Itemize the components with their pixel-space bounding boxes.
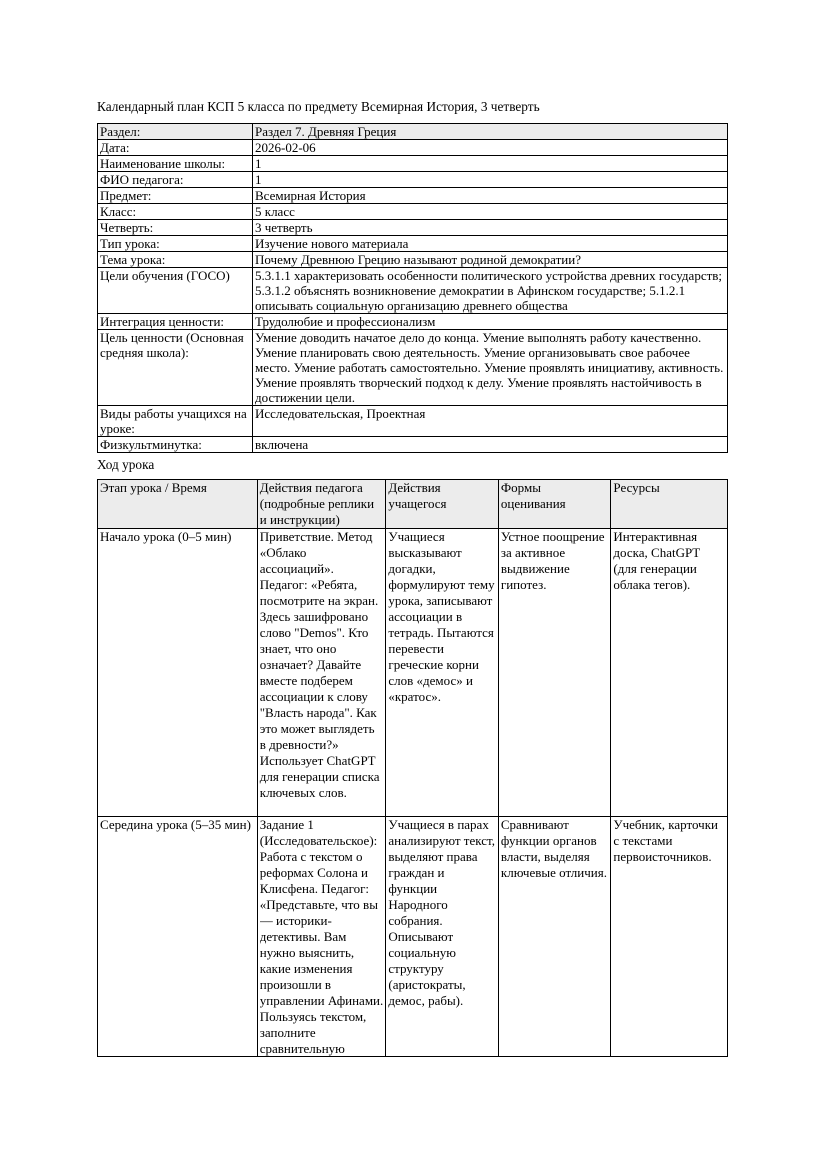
lesson-header-cell: Формы оценивания	[498, 480, 611, 529]
lesson-table-row	[98, 817, 728, 1057]
info-row-label: Тема урока:	[98, 252, 253, 268]
info-row-value: 2026-02-06	[253, 140, 728, 156]
info-table-row	[98, 140, 728, 156]
info-row-value: Почему Древнюю Грецию называют родиной демократии?	[253, 252, 728, 268]
stage-cell	[98, 529, 258, 817]
info-row-value: Умение доводить начатое дело до конца. Умение выполнять работу качественно. Умение планировать свою деятельность. Умение организовывать свое рабочее место. Умение работать самостоятельно. Умение проявлять инициативу, активность. Умение проявлять творческий подход к делу. Умение проявлять настойчивость в достижении цели.	[253, 330, 728, 406]
info-row-value: Трудолюбие и профессионализм	[253, 314, 728, 330]
info-row-value: 1	[253, 156, 728, 172]
resources-cell	[611, 817, 728, 1057]
info-row-value: 1	[253, 172, 728, 188]
lesson-header-cell: Этап урока / Время	[98, 480, 258, 529]
document-content	[97, 99, 728, 1057]
stage-cell	[98, 817, 258, 1057]
info-row-value: Исследовательская, Проектная	[253, 406, 728, 437]
lesson-flow-table	[97, 479, 728, 1057]
lesson-info-table	[97, 123, 728, 453]
page-title: Календарный план КСП 5 класса по предмету Всемирная История, 3 четверть	[97, 99, 540, 114]
resources-cell	[611, 529, 728, 817]
stage-cell-text: Начало урока (0–5 мин)	[100, 529, 232, 544]
lesson-table-header-row	[98, 480, 728, 529]
student-actions-cell	[386, 817, 499, 1057]
info-row-label: Наименование школы:	[98, 156, 253, 172]
lesson-header-cell: Действия педагога (подробные реплики и инструкции)	[257, 480, 386, 529]
info-table-row	[98, 314, 728, 330]
teacher-actions-cell-text: Приветствие. Метод «Облако ассоциаций». Педагог: «Ребята, посмотрите на экран. Здесь зашифровано слово "Demos". Кто знает, что оно означает? Давайте вместе подберем ассоциации к слову "Власть народа". Как это может выглядеть в древности?» Использует ChatGPT для генерации списка ключевых слов.	[259, 529, 380, 800]
info-row-label: Виды работы учащихся на уроке:	[98, 406, 253, 437]
lesson-header-cell: Ресурсы	[611, 480, 728, 529]
teacher-actions-cell	[257, 529, 386, 817]
info-table-row	[98, 236, 728, 252]
assessment-cell	[498, 817, 611, 1057]
info-row-value: включена	[253, 437, 728, 453]
info-row-label: Цели обучения (ГОСО)	[98, 268, 253, 314]
info-row-label: Четверть:	[98, 220, 253, 236]
info-table-row	[98, 172, 728, 188]
info-row-value: 3 четверть	[253, 220, 728, 236]
info-row-value: 5 класс	[253, 204, 728, 220]
info-row-label: Раздел:	[98, 124, 253, 140]
info-row-value: Всемирная История	[253, 188, 728, 204]
assessment-cell-text: Устное поощрение за активное выдвижение гипотез.	[500, 529, 605, 592]
info-table-row	[98, 124, 728, 140]
student-actions-cell-text: Учащиеся в парах анализируют текст, выделяют права граждан и функции Народного собрания. Описывают социальную структуру (аристократы, демос, рабы).	[388, 817, 495, 1008]
assessment-cell	[498, 529, 611, 817]
info-row-label: ФИО педагога:	[98, 172, 253, 188]
teacher-actions-cell	[257, 817, 386, 1057]
info-table-row	[98, 406, 728, 437]
info-row-label: Интеграция ценности:	[98, 314, 253, 330]
lesson-table-row	[98, 529, 728, 817]
info-table-row	[98, 220, 728, 236]
info-table-row	[98, 252, 728, 268]
teacher-actions-cell-text: Задание 1 (Исследовательское): Работа с текстом о реформах Солона и Клисфена. Педагог: «Представьте, что вы — историки-детективы. Вам нужно выяснить, какие изменения произошли в управлении Афинами. Пользуясь текстом, заполните сравнительную	[259, 817, 384, 1056]
info-row-label: Дата:	[98, 140, 253, 156]
info-row-label: Цель ценности (Основная средняя школа):	[98, 330, 253, 406]
resources-cell-text: Интерактивная доска, ChatGPT (для генерации облака тегов).	[613, 529, 700, 592]
info-row-value: 5.3.1.1 характеризовать особенности политического устройства древних государств; 5.3.1.2 объяснять возникновение демократии в Афинском государстве; 5.1.2.1 описывать социальную организацию древнего общества	[253, 268, 728, 314]
info-table-row	[98, 268, 728, 314]
info-row-label: Тип урока:	[98, 236, 253, 252]
student-actions-cell-text: Учащиеся высказывают догадки, формулируют тему урока, записывают ассоциации в тетрадь. Пытаются перевести греческие корни слов «демос» и «кратос».	[388, 529, 495, 704]
info-row-label: Класс:	[98, 204, 253, 220]
resources-cell-text: Учебник, карточки с текстами первоисточников.	[613, 817, 718, 864]
info-table-row	[98, 156, 728, 172]
info-row-value: Раздел 7. Древняя Греция	[253, 124, 728, 140]
info-table-row	[98, 188, 728, 204]
info-row-label: Физкультминутка:	[98, 437, 253, 453]
student-actions-cell	[386, 529, 499, 817]
section-heading: Ход урока	[97, 457, 155, 472]
info-table-row	[98, 437, 728, 453]
info-table-row	[98, 204, 728, 220]
info-row-label: Предмет:	[98, 188, 253, 204]
assessment-cell-text: Сравнивают функции органов власти, выделяя ключевые отличия.	[500, 817, 607, 880]
stage-cell-text: Середина урока (5–35 мин)	[100, 817, 251, 832]
info-row-value: Изучение нового материала	[253, 236, 728, 252]
lesson-header-cell: Действия учащегося	[386, 480, 499, 529]
info-table-row	[98, 330, 728, 406]
